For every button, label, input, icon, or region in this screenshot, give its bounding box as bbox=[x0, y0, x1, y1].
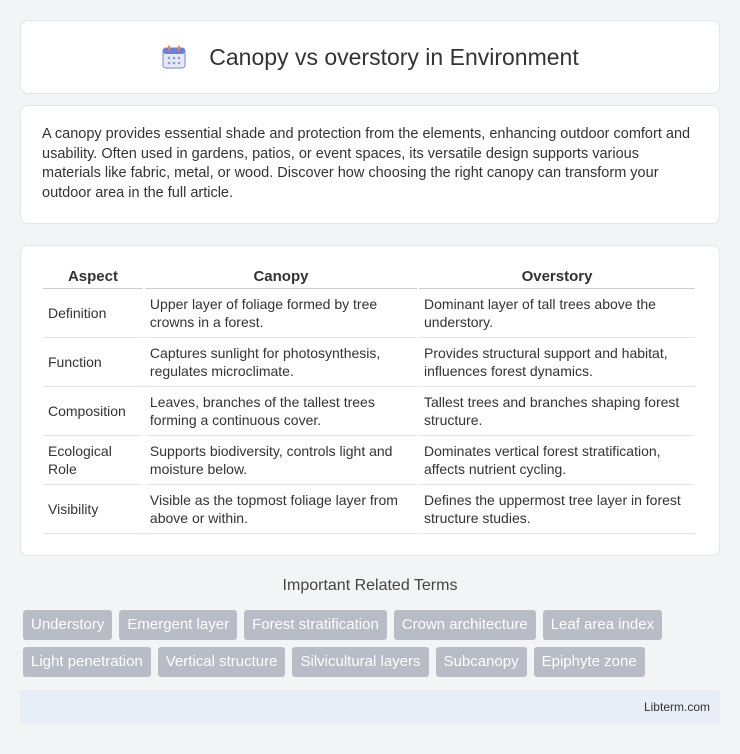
row-canopy: Leaves, branches of the tallest trees forming a continuous cover. bbox=[145, 387, 417, 436]
tag-leaf-area-index[interactable]: Leaf area index bbox=[543, 610, 662, 640]
header-aspect: Aspect bbox=[43, 266, 143, 289]
row-canopy: Supports biodiversity, controls light and moisture below. bbox=[145, 436, 417, 485]
related-terms-title: Important Related Terms bbox=[282, 577, 458, 594]
table-row bbox=[43, 387, 695, 436]
header-canopy: Canopy bbox=[145, 266, 417, 289]
row-aspect: Visibility bbox=[43, 485, 143, 534]
tag-epiphyte-zone[interactable]: Epiphyte zone bbox=[534, 647, 645, 677]
header-overstory: Overstory bbox=[419, 266, 695, 289]
row-overstory: Dominant layer of tall trees above the understory. bbox=[419, 289, 695, 338]
tag-crown-architecture[interactable]: Crown architecture bbox=[394, 610, 536, 640]
row-overstory: Defines the uppermost tree layer in forest structure studies. bbox=[419, 485, 695, 534]
row-aspect: Composition bbox=[43, 387, 143, 436]
intro-card bbox=[20, 105, 720, 224]
tag-emergent-layer[interactable]: Emergent layer bbox=[119, 610, 237, 640]
table-header-row bbox=[43, 266, 695, 289]
tag-row bbox=[23, 647, 723, 677]
related-terms-list bbox=[23, 610, 723, 684]
tag-subcanopy[interactable]: Subcanopy bbox=[436, 647, 527, 677]
tag-understory[interactable]: Understory bbox=[23, 610, 112, 640]
footer-link[interactable]: Libterm.com bbox=[643, 700, 710, 714]
row-canopy: Visible as the topmost foliage layer from above or within. bbox=[145, 485, 417, 534]
tag-forest-stratification[interactable]: Forest stratification bbox=[244, 610, 387, 640]
tag-vertical-structure[interactable]: Vertical structure bbox=[158, 647, 286, 677]
row-aspect: Ecological Role bbox=[43, 436, 143, 485]
tag-row bbox=[23, 610, 723, 640]
row-overstory: Dominates vertical forest stratification, affects nutrient cycling. bbox=[419, 436, 695, 485]
comparison-table bbox=[41, 266, 697, 534]
table-row bbox=[43, 289, 695, 338]
table-row bbox=[43, 338, 695, 387]
footer bbox=[20, 690, 720, 724]
calendar-icon bbox=[161, 44, 187, 70]
tag-silvicultural-layers[interactable]: Silvicultural layers bbox=[292, 647, 428, 677]
row-overstory: Tallest trees and branches shaping forest structure. bbox=[419, 387, 695, 436]
row-aspect: Function bbox=[43, 338, 143, 387]
table-row bbox=[43, 436, 695, 485]
comparison-table-card bbox=[20, 245, 720, 556]
page-title: Canopy vs overstory in Environment bbox=[209, 43, 579, 70]
table-row bbox=[43, 485, 695, 534]
tag-light-penetration[interactable]: Light penetration bbox=[23, 647, 151, 677]
header-card bbox=[20, 20, 720, 94]
row-canopy: Upper layer of foliage formed by tree crowns in a forest. bbox=[145, 289, 417, 338]
row-aspect: Definition bbox=[43, 289, 143, 338]
row-canopy: Captures sunlight for photosynthesis, regulates microclimate. bbox=[145, 338, 417, 387]
intro-text: A canopy provides essential shade and protection from the elements, enhancing outdoor comfort and usability. Often used in gardens, patios, or event spaces, its versatile design supports various materials like fabric, metal, or wood. Discover how choosing the right canopy can transform your outdoor area in the full article. bbox=[42, 126, 691, 201]
row-overstory: Provides structural support and habitat, influences forest dynamics. bbox=[419, 338, 695, 387]
